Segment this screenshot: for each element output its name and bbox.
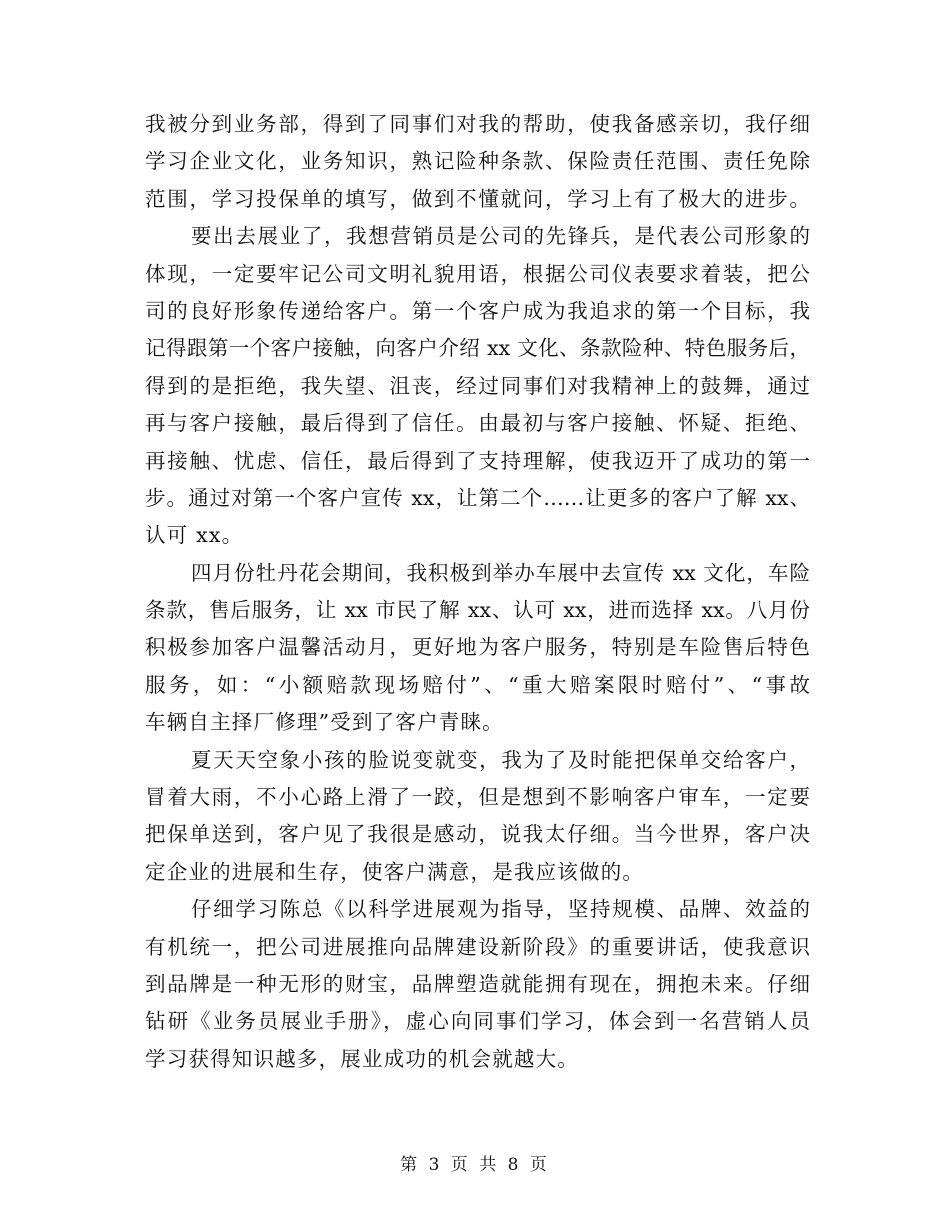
text-line: 有机统一，把公司进展推向品牌建设新阶段》的重要讲话，使我意识 — [145, 934, 810, 959]
text-line: 记得跟第一个客户接触，向客户介绍 xx 文化、条款险种、特色服务后， — [145, 336, 810, 361]
text-line: 车辆自主择厂修理”受到了客户青睐。 — [145, 710, 504, 735]
text-line: 学习企业文化，业务知识，熟记险种条款、保险责任范围、责任免除 — [145, 149, 810, 174]
text-line: 四月份牡丹花会期间，我积极到举办车展中去宣传 xx 文化，车险 — [191, 560, 810, 585]
text-line: 范围，学习投保单的填写，做到不懂就问，学习上有了极大的进步。 — [145, 186, 810, 211]
text-line: 冒着大雨，不小心路上滑了一跤，但是想到不影响客户审车，一定要 — [145, 785, 810, 810]
text-line: 得到的是拒绝，我失望、沮丧，经过同事们对我精神上的鼓舞，通过 — [145, 373, 810, 398]
text-line: 再接触、忧虑、信任，最后得到了支持理解，使我迈开了成功的第一 — [145, 448, 810, 473]
page-number-footer: 第 3 页 共 8 页 — [400, 1155, 550, 1175]
text-line: 司的良好形象传递给客户。第一个客户成为我追求的第一个目标，我 — [145, 298, 810, 323]
text-line: 学习获得知识越多，展业成功的机会就越大。 — [145, 1046, 579, 1071]
text-line: 再与客户接触，最后得到了信任。由最初与客户接触、怀疑、拒绝、 — [145, 411, 810, 436]
text-line: 仔细学习陈总《以科学进展观为指导，坚持规模、品牌、效益的 — [191, 897, 810, 922]
text-line: 条款，售后服务，让 xx 市民了解 xx、认可 xx，进而选择 xx。八月份 — [145, 598, 810, 623]
text-line: 夏天天空象小孩的脸说变就变，我为了及时能把保单交给客户， — [191, 747, 810, 772]
text-line: 认可 xx。 — [145, 523, 244, 548]
text-line: 积极参加客户温馨活动月，更好地为客户服务，特别是车险售后特色 — [145, 635, 810, 660]
text-line: 把保单送到，客户见了我很是感动，说我太仔细。当今世界，客户决 — [145, 822, 810, 847]
body-text — [145, 106, 810, 1078]
text-line: 定企业的进展和生存，使客户满意，是我应该做的。 — [145, 859, 645, 884]
text-line: 钻研《业务员展业手册》，虚心向同事们学习，体会到一名营销人员 — [145, 1009, 810, 1034]
text-line: 到品牌是一种无形的财宝，品牌塑造就能拥有现在，拥抱未来。仔细 — [145, 971, 810, 996]
text-line: 步。通过对第一个客户宣传 xx，让第二个……让更多的客户了解 xx、 — [145, 485, 810, 510]
text-line: 要出去展业了，我想营销员是公司的先锋兵，是代表公司形象的 — [191, 224, 810, 249]
text-line: 我被分到业务部，得到了同事们对我的帮助，使我备感亲切，我仔细 — [145, 112, 810, 136]
text-line: 服务，如：“小额赔款现场赔付”、“重大赔案限时赔付”、“事故 — [145, 672, 810, 697]
text-line: 体现，一定要牢记公司文明礼貌用语，根据公司仪表要求着装，把公 — [145, 261, 810, 286]
